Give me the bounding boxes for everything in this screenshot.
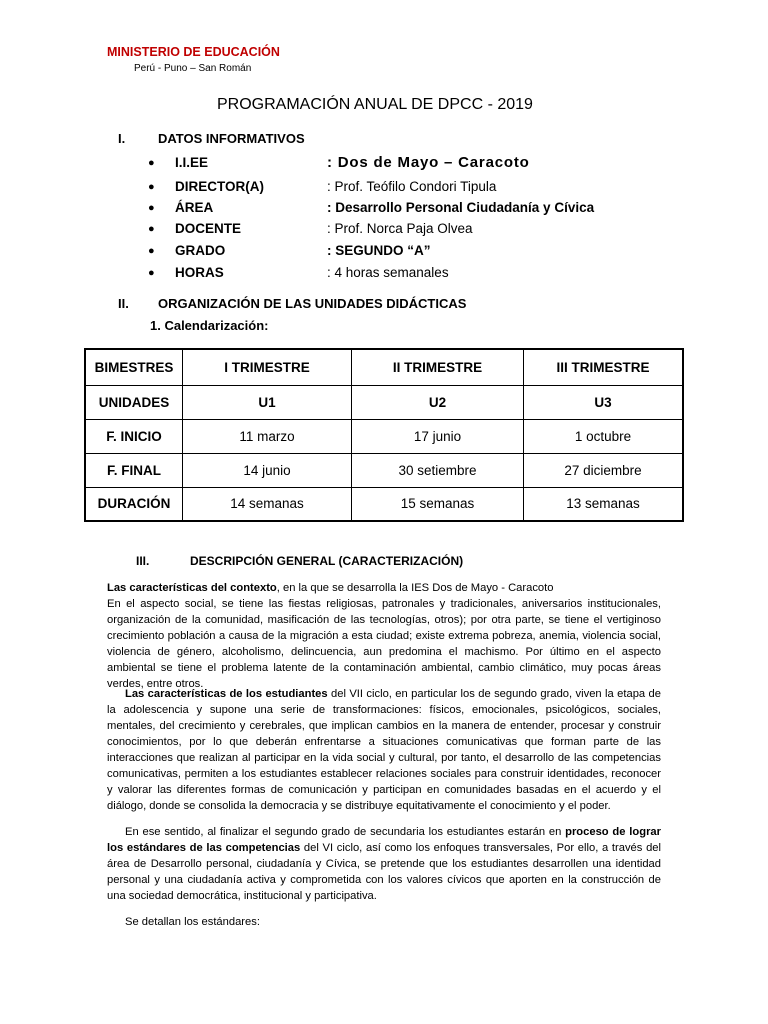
table-header-cell: I TRIMESTRE [183,349,352,385]
context-lead-rest: , en la que se desarrolla la IES Dos de Mayo - Caracoto [276,582,554,594]
section-1-title: DATOS INFORMATIVOS [158,131,305,146]
table-header-row [85,349,683,385]
calendar-table [84,348,684,522]
students-body: del VII ciclo, en particular los de segundo grado, viven la etapa de la adolescencia y supone una serie de transformaciones: físicos, emocionales, psicológicos, sociales, mentales, del crecimiento y cerebrales, que implican cambios en la manera de entender, procesar y construir conocimientos, por lo que deberán enfrentarse a situaciones comunicativas que forman parte de las interacciones que realizan al participar en la vida social y cultural, por tanto, el desarrollo de las competencias comunicativas, permiten a los estudiantes establecer relaciones sociales para construir identidades, reconocer y valorar las diferentes formas de comunicación y participan en comunidades basadas en el acuerdo y el diálogo, donde se consolida la democracia y se distribuye equitativamente el conocimiento y el poder. [107,688,661,812]
table-header-cell: III TRIMESTRE [524,349,684,385]
standards-intro [107,914,661,930]
table-cell: U3 [524,385,684,419]
table-cell: 13 semanas [524,487,684,521]
location-line: Perú - Puno – San Román [134,63,252,74]
table-cell: 14 semanas [183,487,352,521]
info-label: I.I.EE [175,155,209,170]
bullet-icon: ● [148,202,155,214]
table-row [85,385,683,419]
section-3-number: III. [136,554,150,568]
table-header-cell: BIMESTRES [85,349,183,385]
bullet-icon: ● [148,223,155,235]
info-value: : 4 horas semanales [327,265,449,280]
info-value: : SEGUNDO “A” [327,243,431,258]
section-1-heading [118,131,305,146]
table-row [85,453,683,487]
document-title: PROGRAMACIÓN ANUAL DE DPCC - 2019 [217,96,533,113]
table-header-cell: II TRIMESTRE [352,349,524,385]
table-cell: 27 diciembre [524,453,684,487]
ministry-name: MINISTERIO DE EDUCACIÓN [107,45,280,59]
info-label: HORAS [175,265,224,280]
standards-paragraph [107,824,661,904]
standards-start: En ese sentido, al finalizar el segundo grado de secundaria los estudiantes estarán en [125,826,566,838]
table-cell: 30 setiembre [352,453,524,487]
info-label: ÁREA [175,200,214,215]
table-row [85,419,683,453]
bullet-icon: ● [148,181,155,193]
section-2-heading [118,296,466,311]
table-row-label: F. INICIO [85,419,183,453]
bullet-icon: ● [148,267,155,279]
section-2-number: II. [118,296,129,311]
table-cell: 14 junio [183,453,352,487]
students-paragraph [107,686,661,814]
standards-highlight: proceso de lograr los estándares de las competencias [107,826,661,854]
bullet-icon: ● [148,157,155,169]
table-cell: U2 [352,385,524,419]
table-row-label: DURACIÓN [85,487,183,521]
context-lead: Las características del contexto [107,582,277,594]
table-row [85,487,683,521]
calendar-subheading: 1. Calendarización: [150,318,269,333]
table-cell: U1 [183,385,352,419]
standards-intro-text: Se detallan los estándares: [125,916,260,928]
table-row-label: F. FINAL [85,453,183,487]
info-label: DIRECTOR(A) [175,179,264,194]
context-body: En el aspecto social, se tiene las fiestas religiosas, patronales y tradicionales, aniversarios institucionales, organización de la comunidad, masificación de las tecnologías, otros); por otra parte, se tiene el vertiginoso crecimiento población a causa de la migración a esta ciudad; existe extrema pobreza, anemia, violencia social, violencia de género, alcoholismo, delincuencia, aun predomina el machismo. Por último en el aspecto ambiental se tiene el problema latente de la contaminación ambiental, cambio climático, muy pocas áreas verdes, entre otros. [107,598,661,690]
section-3-title: DESCRIPCIÓN GENERAL (CARACTERIZACIÓN) [190,554,464,568]
section-1-number: I. [118,131,126,146]
info-value: : Prof. Teófilo Condori Tipula [327,179,497,194]
info-value: : Prof. Norca Paja Olvea [327,221,473,236]
table-cell: 11 marzo [183,419,352,453]
table-cell: 17 junio [352,419,524,453]
info-value: : Desarrollo Personal Ciudadanía y Cívica [327,200,595,215]
students-lead: Las características de los estudiantes [125,688,328,700]
context-paragraph [107,580,661,692]
section-3-heading [136,554,463,568]
info-value: : Dos de Mayo – Caracoto [327,154,530,171]
table-row-label: UNIDADES [85,385,183,419]
info-label: DOCENTE [175,221,242,236]
section-2-title: ORGANIZACIÓN DE LAS UNIDADES DIDÁCTICAS [158,296,467,311]
table-cell: 15 semanas [352,487,524,521]
info-label: GRADO [175,243,226,258]
bullet-icon: ● [148,245,155,257]
standards-rest: del VI ciclo, así como los enfoques transversales, Por ello, a través del área de Desarrollo personal, ciudadanía y Cívica, se pretende que los estudiantes desarrollen una identidad personal y una ciudadanía activa y comprometida con los valores cívicos que aporten en la construcción de una sociedad democrática, institucional y participativa. [107,842,661,902]
table-cell: 1 octubre [524,419,684,453]
